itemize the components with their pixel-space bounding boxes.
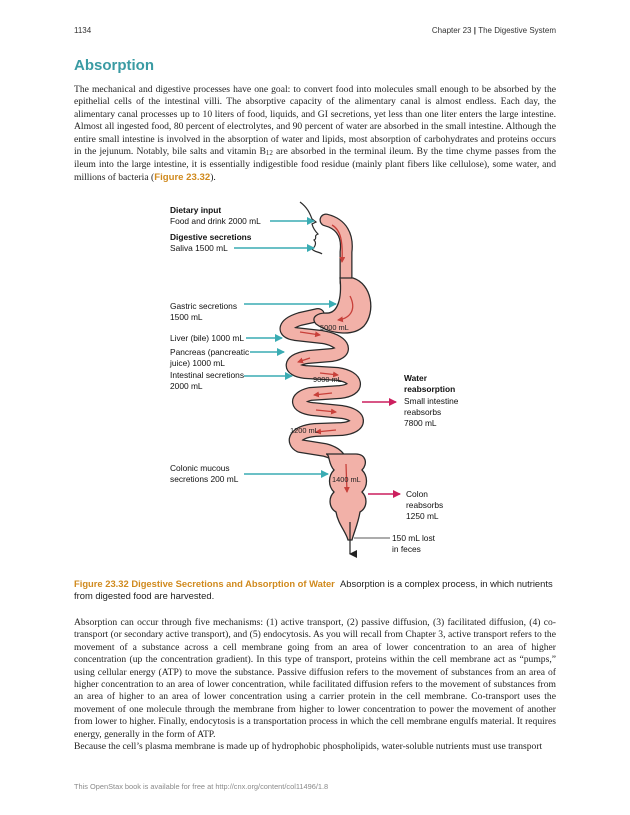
figure-caption [74,578,556,602]
label-colonic-2: secretions 200 mL [170,474,239,484]
caption-text: Absorption is a complex process, in which nutrients from digested food are harvested. [74,578,553,601]
label-gastric-2: 1500 mL [170,312,203,322]
paragraph-membrane: Because the cell’s plasma membrane is made up of hydrophobic phospholipids, water-soluble nutrients must use transport [74,741,543,752]
label-feces-2: in feces [392,544,421,554]
paragraph-intro [74,84,556,184]
label-pancreas-1: Pancreas (pancreatic [170,347,250,357]
section-title: Absorption [74,57,154,74]
paragraph-mechanisms: Absorption can occur through five mechanisms: (1) active transport, (2) passive diffusion, (3) facilitated diffusion, (4) co-transport (or secondary active transport), and (5) endocytosis. As you will recall from Chapter 3, active transport refers to the movement of a substance across a cell membrane going from an area of lower concentration to an area of higher concentration (up the concentration gradient). In this type of transport, proteins within the cell membrane act as “pumps,” using cellular energy (ATP) to move the substance. Passive diffusion refers to the movement of substances from an area of higher concentration to an area of lower concentration, while facilitated diffusion refers to the movement of substances from an area of higher to an area of lower concentration using a carrier protein in the cell membrane. Co-transport uses the movement of one molecule through the membrane from higher to lower concentration to power the movement of another from lower to higher. Finally, endocytosis is a transportation process in which the cell membrane engulfs material. It requires energy, generally in the form of ATP. [74,617,556,740]
label-colon: Colon [406,489,428,499]
page-footer: This OpenStax book is available for free at http://cnx.org/content/col11496/1.8 [74,782,329,791]
label-water: Water [404,373,427,383]
page-number: 1134 [74,26,92,35]
label-gastric-1: Gastric secretions [170,301,238,311]
label-liver: Liver (bile) 1000 mL [170,333,245,343]
label-colonic-1: Colonic mucous [170,463,230,473]
label-saliva: Saliva 1500 mL [170,243,228,253]
digestive-tract [286,220,370,554]
digestive-figure [150,192,480,570]
label-reabsorption: reabsorption [404,384,456,394]
chapter-title: The Digestive System [478,26,556,35]
paragraph-intro-text: The mechanical and digestive processes have one goal: to convert food into molecules small enough to be absorbed by the epithelial cells of the intestinal villi. The absorptive capacity of the alimentary canal is almost endless. Each day, the alimentary canal processes up to 10 liters of food, liquids, and GI secretions, yet less than one liter enters the large intestine. Almost all ingested food, 80 percent of electrolytes, and 90 percent of water are absorbed in the small intestine. Although the entire small intestine is involved in the absorption of water and lipids, most absorption of carbohydrates and proteins occurs in the jejunum. Notably, bile salts and vitamin B [74,84,556,158]
label-colon-1250: 1250 mL [406,511,439,521]
volume-5000: 5000 mL [320,323,349,332]
label-pancreas-2: juice) 1000 mL [170,358,225,368]
label-food-drink: Food and drink 2000 mL [170,216,261,226]
chapter-number: Chapter 23 [431,26,472,35]
label-small-reabsorbs: reabsorbs [404,407,442,417]
header-separator: | [471,26,479,35]
label-small-7800: 7800 mL [404,418,437,428]
label-colon-reabsorbs: reabsorbs [406,500,444,510]
paragraph-intro-end: ). [210,171,216,183]
face-profile [300,202,322,254]
volume-1200: 1200 mL [290,426,319,435]
paragraph-intro-text-2: are absorbed in the terminal ileum. By the time chyme passes from the ileum into the large intestine, it is essentially indigestible food residue (mainly plant fibers like cellulose), some water, and millions of bacteria ( [74,146,556,183]
label-intestinal-1: Intestinal secretions [170,370,245,380]
volume-1400: 1400 mL [332,475,361,484]
label-digestive-secretions: Digestive secretions [170,232,252,242]
volume-9000: 9000 mL [313,375,342,384]
vitamin-subscript: 12 [265,149,273,158]
caption-title: Figure 23.32 Digestive Secretions and Absorption of Water [74,578,335,589]
label-dietary-input: Dietary input [170,205,222,215]
figure-link[interactable]: Figure 23.32 [154,171,211,183]
running-header [432,26,556,35]
label-small-intestine: Small intestine [404,396,459,406]
label-feces-1: 150 mL lost [392,533,435,543]
label-intestinal-2: 2000 mL [170,381,203,391]
